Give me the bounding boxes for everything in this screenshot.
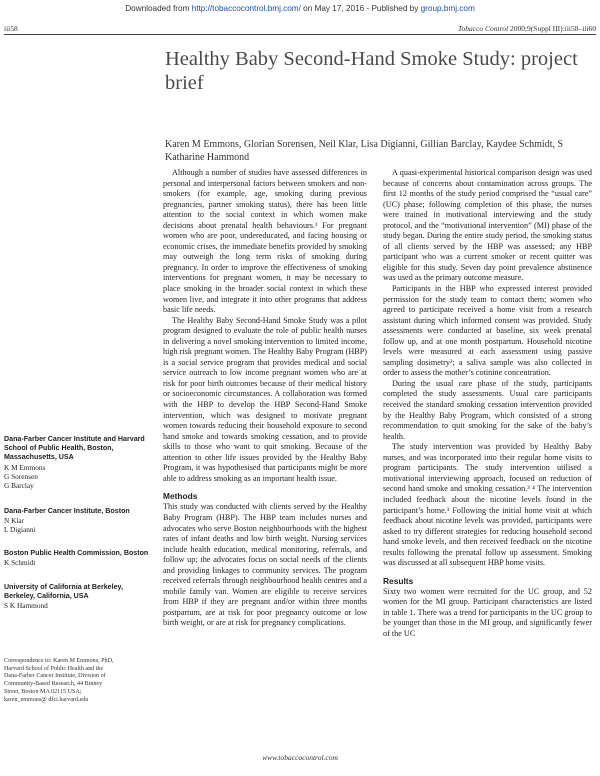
citation-details: 2000;9(Suppl III):iii58–iii60 <box>508 24 596 33</box>
journal-name: Tobacco Control <box>458 24 509 33</box>
affiliation-person: G Sorensen <box>4 471 38 481</box>
body-paragraph: Although a number of studies have assessed differences in personal and interpersonal factors between smokers and non-smokers (for example, age, smoking during previous pregnancies, partner smoking status), there has been little attention to the social context in which women make decisions about prenatal health behaviours.¹ For pregnant women who are poor, undereducated, and facing housing or economic crises, the immediate benefits provided by smoking may outweigh the long term risks of smoking during pregnancy. In order to improve the effectiveness of smoking interventions for pregnant women, it may be necessary to place smoking in the broader social context in which these women live, and integrate it into other programs that address basic life needs. <box>163 168 367 315</box>
body-paragraph: A quasi-experimental historical comparison design was used because of concerns about contamination across groups. The first 12 months of the study period comprised the “usual care” (UC) phase; following completion of this phase, the nurses were trained in motivational interviewing and the study protocol, and the “motivational intervention” (MI) phase of the study began. During the entire study period, the smoking status of all clients served by the HBP was assessed; any HBP participant who was a current smoker or recent quitter was eligible for this study. Seven day point prevalence abstinence was used as the primary outcome measure. <box>383 168 592 283</box>
affiliation-institution: Dana-Farber Cancer Institute and Harvard School of Public Health, Boston, Massachusetts, USA <box>4 435 145 462</box>
body-paragraph: This study was conducted with clients served by the Healthy Baby Program (HBP). The HBP team includes nurses and advocates who serve Boston neighbourhoods with the highest rates of infant deaths and low birth weight. Nursing services include health education, medical monitoring, referrals, and follow up; the advocates focus on social needs of the clients and providing linkages to community services. The program received referrals through neighbourhood health centres and a mobile family van. Women are eligible to receive services from HBP if they are pregnant and/or within three months postpartum, are at risk for poor pregnancy outcome or low birth weight, or are at risk for pregnancy complications. <box>163 502 367 628</box>
affiliation-person: K Schmidt <box>4 558 36 568</box>
affiliation-person: S K Hammond <box>4 601 48 611</box>
correspondence-note: Correspondence to: Karen M Emmons, PhD, Harvard School of Public Health and the Dana-Farber Cancer Institute, Division of Community-Based Research, 44 Binney Street, Boston MA 02115 USA; karen_emmons@ dfci.harvard.edu <box>4 658 114 703</box>
header-rule <box>4 34 596 35</box>
banner-prefix: Downloaded from <box>125 4 192 13</box>
methods-heading: Methods <box>163 491 198 502</box>
body-paragraph: The study intervention was provided by Healthy Baby nurses, and was incorporated into their regular home visits to program participants. The study intervention utilised a motivational interviewing approach, focused on reduction of second hand smoke and smoking cessation.³ ⁴ The intervention included feedback about the nicotine levels found in the participant’s home.³ Following the initial home visit at which feedback about nicotine levels was provided, participants were asked to try different strategies for reducing household second hand smoke levels, and then received feedback on the nicotine results following the prenatal follow up assessment. Smoking was discussed at all subsequent HBP home visits. <box>383 442 592 568</box>
publisher-link[interactable]: group.bmj.com <box>420 4 475 13</box>
body-paragraph: Sixty two women were recruited for the UC group, and 52 women for the MI group. Participant characteristics are listed in table 1. There was a trend for participants in the UC group to be younger than those in the MI group, and significantly fewer of the UC <box>383 586 592 638</box>
affiliation-person: L Digianni <box>4 525 36 535</box>
affiliation-3 <box>4 549 152 567</box>
footer-url: www.tobaccocontrol.com <box>262 753 338 762</box>
affiliation-person: K M Emmons <box>4 462 46 472</box>
body-paragraph: During the usual care phase of the study, participants completed the study assessments. Usual care participants received the standard smoking cessation intervention provided by the Healthy Baby Program, which consisted of a strong recommendation to quit smoking for the sake of the baby’s health. <box>383 378 592 441</box>
right-text-column <box>383 168 592 640</box>
journal-citation <box>458 24 596 33</box>
affiliation-4 <box>4 583 152 611</box>
body-paragraph: The Healthy Baby Second-Hand Smoke Study was a pilot program designed to evaluate the role of public health nurses in delivering a novel smoking intervention to limited income, high risk pregnant women. The Healthy Baby Program (HBP) is a social service program that provides medical and social service outreach to low income pregnant women who are at risk for poor birth outcomes because of their medical history or socioeconomic circumstances. A collaboration was formed with the HBP to develop the HBP Second-Hand Smoke intervention, which was designed to motivate pregnant women towards reducing their household exposure to second hand smoke and towards smoking cessation, and to provide skills to those who want to quit smoking. Because of the attention to other life issues provided by the Healthy Baby Program, it was hypothesised that participants might be more able to address smoking as an important health issue. <box>163 315 367 483</box>
affiliation-1 <box>4 435 152 490</box>
source-link[interactable]: http://tobaccocontrol.bmj.com/ <box>191 4 301 13</box>
affiliation-institution: University of California at Berkeley, Berkeley, California, USA <box>4 583 123 601</box>
body-paragraph: Participants in the HBP who expressed interest provided permission for the study team to contact them; women who agreed to participate received a home visit from a research assistant during which informed consent was provided. Study assessments were conducted at baseline, six week prenatal follow up, and at one month postpartum. Household nicotine levels were measured at each assessment using passive sampling dosimetry²; a saliva sample was also collected in order to assess the mother’s cotinine concentration. <box>383 284 592 378</box>
download-banner <box>0 4 600 13</box>
article-title: Healthy Baby Second-Hand Smoke Study: project brief <box>165 48 578 94</box>
page-number: iii58 <box>4 24 18 33</box>
left-text-column <box>163 168 367 629</box>
results-heading: Results <box>383 575 414 586</box>
affiliation-person: N Klar <box>4 516 25 526</box>
affiliation-institution: Boston Public Health Commission, Boston <box>4 549 149 557</box>
banner-middle: on May 17, 2016 - Published by <box>300 4 421 13</box>
author-list: Karen M Emmons, Glorian Sorensen, Neil Klar, Lisa Digianni, Gillian Barclay, Kaydee Schmidt, S Katharine Hammond <box>165 139 564 163</box>
affiliation-institution: Dana-Farber Cancer Institute, Boston <box>4 507 130 515</box>
affiliation-person: G Barclay <box>4 481 34 491</box>
affiliation-2 <box>4 507 152 535</box>
